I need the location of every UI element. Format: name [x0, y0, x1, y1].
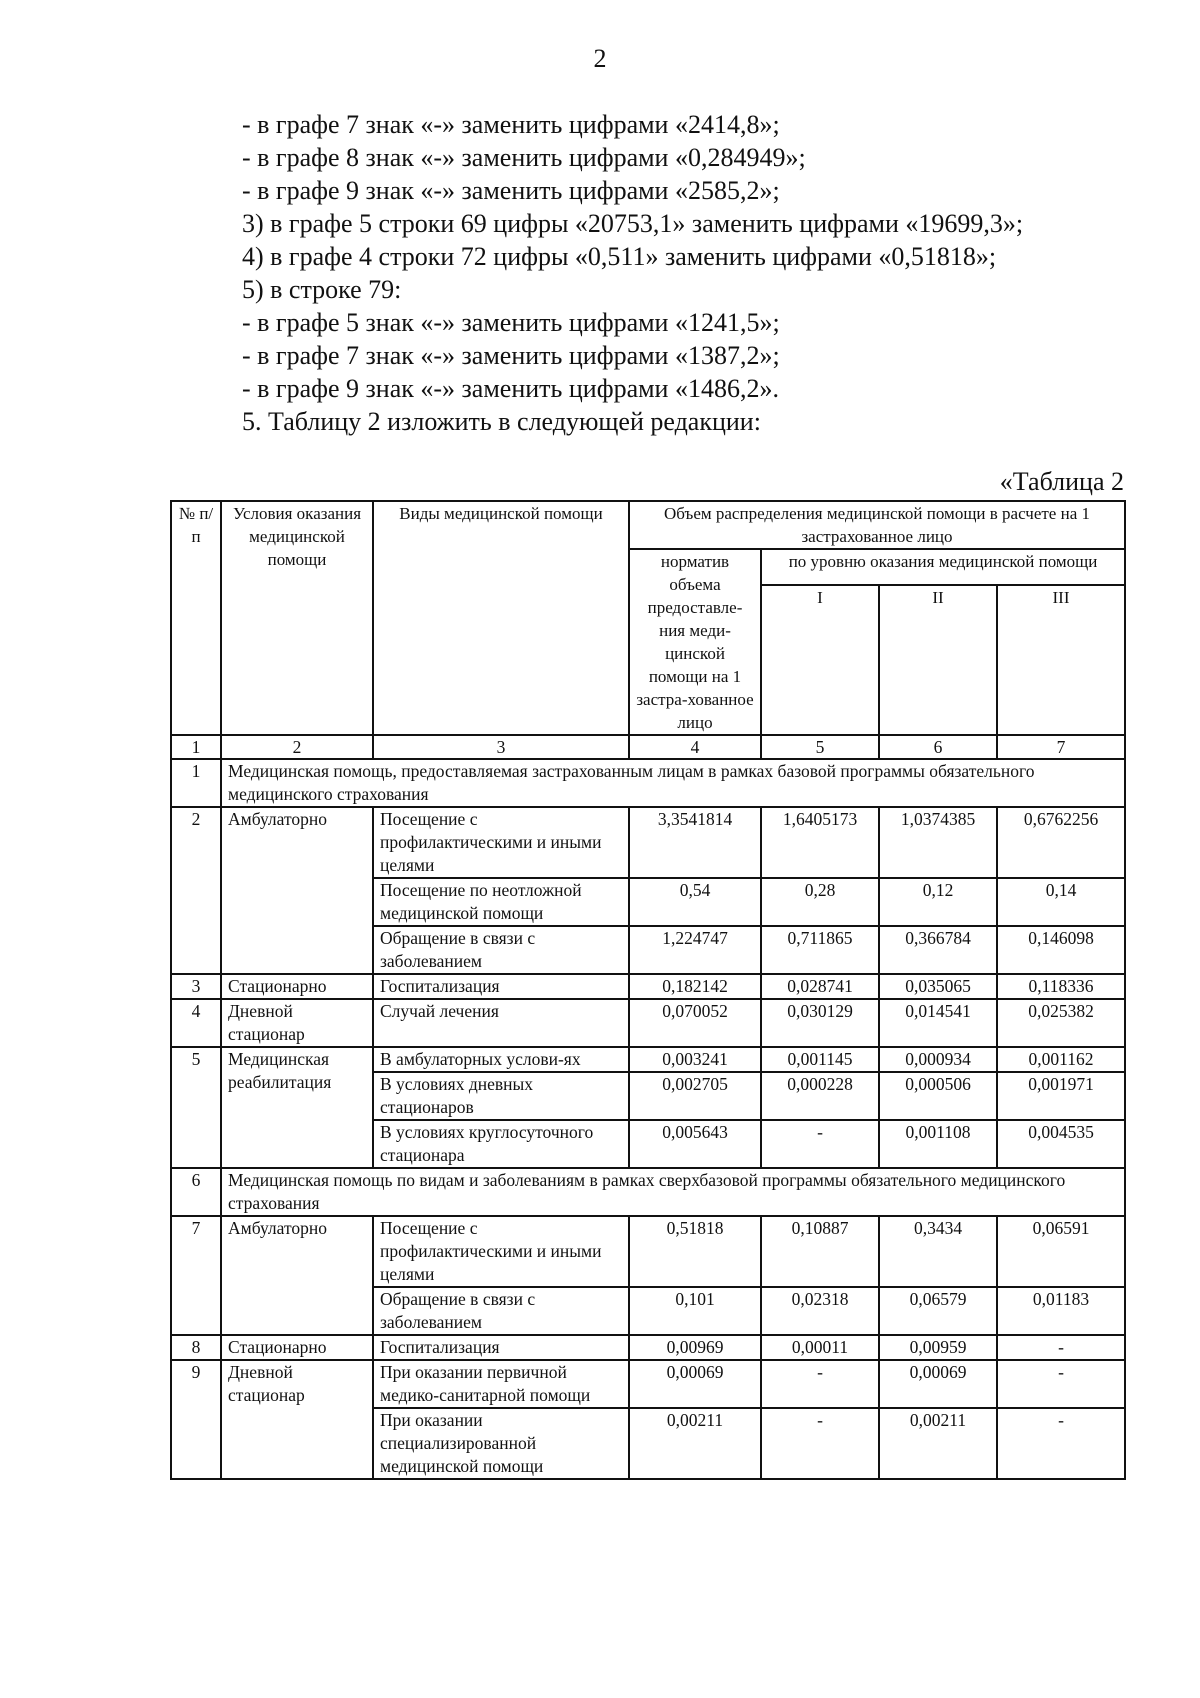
column-number: 4: [629, 735, 761, 759]
value-cell: 0,035065: [879, 974, 997, 999]
header-volume: Объем распределения медицинской помощи в расчете на 1 застрахованное лицо: [629, 501, 1125, 549]
type-cell: Случай лечения: [373, 999, 629, 1047]
type-cell: При оказании специализированной медицинской помощи: [373, 1408, 629, 1479]
value-cell: 0,001145: [761, 1047, 879, 1072]
value-cell: 0,004535: [997, 1120, 1125, 1168]
value-cell: 0,00011: [761, 1335, 879, 1360]
value-cell: 0,54: [629, 878, 761, 926]
type-cell: Посещение по неотложной медицинской помощи: [373, 878, 629, 926]
value-cell: 0,366784: [879, 926, 997, 974]
conditions-cell: Дневной стационар: [221, 1360, 373, 1479]
value-cell: -: [761, 1408, 879, 1479]
value-cell: 0,06579: [879, 1287, 997, 1335]
header-by-level: по уровню оказания медицинской помощи: [761, 549, 1125, 585]
value-cell: 0,003241: [629, 1047, 761, 1072]
column-numbers-row: [171, 735, 1125, 759]
value-cell: 3,3541814: [629, 807, 761, 878]
column-number: 2: [221, 735, 373, 759]
conditions-cell: Стационарно: [221, 1335, 373, 1360]
type-cell: В амбулаторных услови-ях: [373, 1047, 629, 1072]
row-num: 1: [171, 759, 221, 807]
value-cell: 0,711865: [761, 926, 879, 974]
medical-care-table: [170, 500, 1126, 1480]
conditions-cell: Амбулаторно: [221, 1216, 373, 1335]
row-num: 2: [171, 807, 221, 974]
value-cell: 0,14: [997, 878, 1125, 926]
value-cell: 0,000506: [879, 1072, 997, 1120]
header-level-1: I: [761, 585, 879, 735]
table-row: [171, 1047, 1125, 1072]
column-number: 5: [761, 735, 879, 759]
value-cell: -: [997, 1335, 1125, 1360]
value-cell: 1,6405173: [761, 807, 879, 878]
value-cell: 0,001108: [879, 1120, 997, 1168]
table-row: [171, 999, 1125, 1047]
intro-line: 4) в графе 4 строки 72 цифры «0,511» заменить цифрами «0,51818»;: [242, 242, 997, 271]
intro-line: - в графе 9 знак «-» заменить цифрами «1486,2».: [242, 374, 779, 403]
header-conditions: Условия оказания медицинской помощи: [221, 501, 373, 735]
value-cell: -: [997, 1408, 1125, 1479]
value-cell: 0,000934: [879, 1047, 997, 1072]
type-cell: Обращение в связи с заболеванием: [373, 1287, 629, 1335]
table-row: [171, 1360, 1125, 1408]
value-cell: 0,182142: [629, 974, 761, 999]
intro-line: 5) в строке 79:: [242, 275, 402, 304]
conditions-cell: Медицинская реабилитация: [221, 1047, 373, 1168]
table-caption: «Таблица 2: [999, 467, 1124, 496]
value-cell: 0,00211: [629, 1408, 761, 1479]
column-number: 6: [879, 735, 997, 759]
type-cell: Посещение с профилактическими и иными целями: [373, 1216, 629, 1287]
value-cell: 0,002705: [629, 1072, 761, 1120]
section-row: [171, 759, 1125, 807]
row-num: 8: [171, 1335, 221, 1360]
value-cell: 0,6762256: [997, 807, 1125, 878]
conditions-cell: Амбулаторно: [221, 807, 373, 974]
value-cell: 0,06591: [997, 1216, 1125, 1287]
header-types: Виды медицинской помощи: [373, 501, 629, 735]
intro-line: - в графе 7 знак «-» заменить цифрами «1387,2»;: [242, 341, 780, 370]
intro-line: - в графе 7 знак «-» заменить цифрами «2414,8»;: [242, 110, 780, 139]
value-cell: 0,00969: [629, 1335, 761, 1360]
value-cell: 0,00069: [629, 1360, 761, 1408]
value-cell: -: [761, 1120, 879, 1168]
value-cell: 0,28: [761, 878, 879, 926]
value-cell: 0,030129: [761, 999, 879, 1047]
value-cell: 0,000228: [761, 1072, 879, 1120]
value-cell: 0,025382: [997, 999, 1125, 1047]
type-cell: В условиях дневных стационаров: [373, 1072, 629, 1120]
row-num: 7: [171, 1216, 221, 1335]
column-number: 7: [997, 735, 1125, 759]
row-num: 9: [171, 1360, 221, 1479]
value-cell: 0,01183: [997, 1287, 1125, 1335]
header-level-3: III: [997, 585, 1125, 735]
column-number: 3: [373, 735, 629, 759]
page-number: 2: [593, 44, 607, 73]
type-cell: Госпитализация: [373, 974, 629, 999]
intro-line: - в графе 8 знак «-» заменить цифрами «0,284949»;: [242, 143, 806, 172]
header-norm: норматив объема предоставле-ния меди-цинской помощи на 1 застра-хованное лицо: [629, 549, 761, 735]
table-row: [171, 807, 1125, 878]
value-cell: 0,005643: [629, 1120, 761, 1168]
value-cell: 0,12: [879, 878, 997, 926]
intro-line: 5. Таблицу 2 изложить в следующей редакции:: [242, 407, 761, 436]
intro-text: [242, 108, 1142, 438]
row-num: 3: [171, 974, 221, 999]
value-cell: 0,118336: [997, 974, 1125, 999]
type-cell: В условиях круглосуточного стационара: [373, 1120, 629, 1168]
value-cell: 0,00069: [879, 1360, 997, 1408]
intro-line: 3) в графе 5 строки 69 цифры «20753,1» заменить цифрами «19699,3»;: [242, 209, 1024, 238]
value-cell: 0,101: [629, 1287, 761, 1335]
type-cell: Посещение с профилактическими и иными целями: [373, 807, 629, 878]
value-cell: 0,3434: [879, 1216, 997, 1287]
value-cell: 0,02318: [761, 1287, 879, 1335]
value-cell: 1,0374385: [879, 807, 997, 878]
value-cell: 0,10887: [761, 1216, 879, 1287]
conditions-cell: Дневной стационар: [221, 999, 373, 1047]
header-num: № п/п: [171, 501, 221, 735]
intro-line: - в графе 9 знак «-» заменить цифрами «2585,2»;: [242, 176, 780, 205]
value-cell: 1,224747: [629, 926, 761, 974]
section-title: Медицинская помощь по видам и заболеваниям в рамках сверхбазовой программы обязательного медицинского страхования: [221, 1168, 1125, 1216]
value-cell: 0,014541: [879, 999, 997, 1047]
value-cell: 0,028741: [761, 974, 879, 999]
type-cell: Госпитализация: [373, 1335, 629, 1360]
conditions-cell: Стационарно: [221, 974, 373, 999]
value-cell: 0,146098: [997, 926, 1125, 974]
table-row: [171, 974, 1125, 999]
value-cell: 0,51818: [629, 1216, 761, 1287]
value-cell: 0,00211: [879, 1408, 997, 1479]
type-cell: Обращение в связи с заболеванием: [373, 926, 629, 974]
intro-line: - в графе 5 знак «-» заменить цифрами «1241,5»;: [242, 308, 780, 337]
type-cell: При оказании первичной медико-санитарной помощи: [373, 1360, 629, 1408]
value-cell: 0,001971: [997, 1072, 1125, 1120]
value-cell: 0,001162: [997, 1047, 1125, 1072]
value-cell: -: [761, 1360, 879, 1408]
section-row: [171, 1168, 1125, 1216]
value-cell: 0,070052: [629, 999, 761, 1047]
row-num: 4: [171, 999, 221, 1047]
row-num: 5: [171, 1047, 221, 1168]
table-row: [171, 1216, 1125, 1287]
column-number: 1: [171, 735, 221, 759]
row-num: 6: [171, 1168, 221, 1216]
table-row: [171, 1335, 1125, 1360]
value-cell: 0,00959: [879, 1335, 997, 1360]
header-level-2: II: [879, 585, 997, 735]
section-title: Медицинская помощь, предоставляемая застрахованным лицам в рамках базовой программы обязательного медицинского страхования: [221, 759, 1125, 807]
value-cell: -: [997, 1360, 1125, 1408]
